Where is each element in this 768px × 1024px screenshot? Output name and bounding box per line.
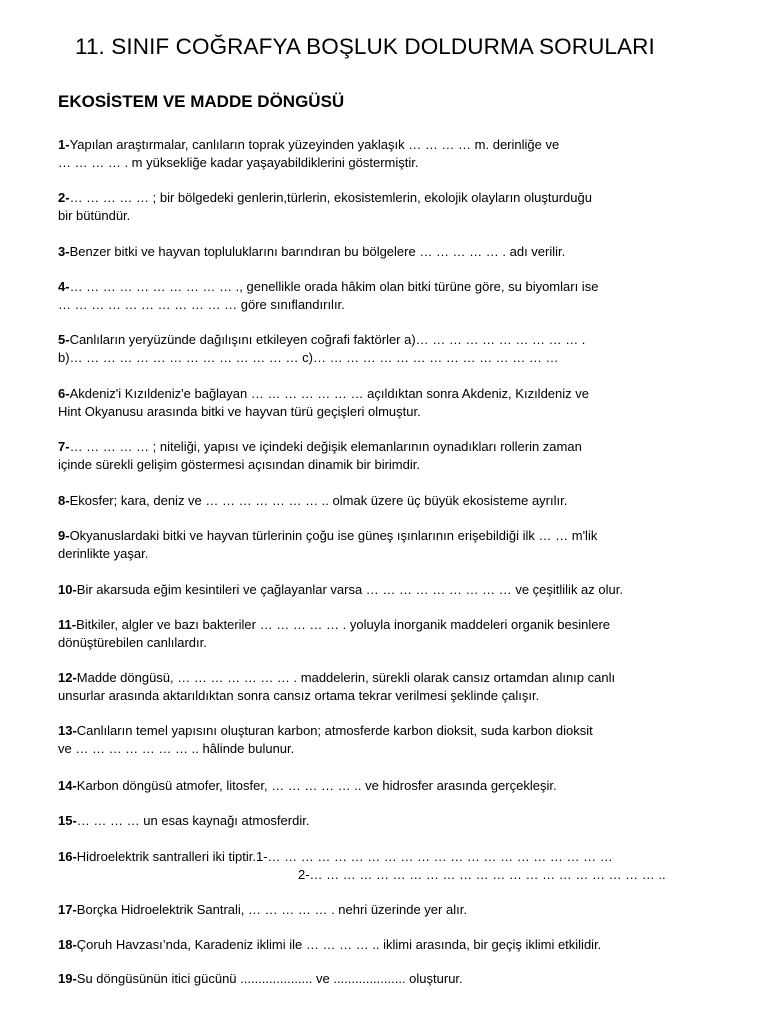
question-number: 3- (58, 244, 70, 259)
question-text: … … … … … … … … … … ., genellikle orada hâkim olan bitki türüne göre, su biyomları ise (69, 279, 599, 294)
question-text: Su döngüsünün itici gücünü .................... ve .................... oluşturur. (76, 971, 463, 986)
question-2 (58, 189, 708, 225)
question-number: 8- (58, 493, 70, 508)
question-text-continued: 2-… … … … … … … … … … … … … … … … … … … … … .. (298, 867, 666, 882)
question-text: Yapılan araştırmalar, canlıların toprak yüzeyinden yaklaşık … … … … m. derinliğe ve (69, 137, 560, 152)
question-3 (58, 243, 708, 261)
question-text-continued: b)… … … … … … … … … … … … … … c)… … … … … … … … … … … … … … … (58, 350, 559, 365)
page-title: 11. SINIF COĞRAFYA BOŞLUK DOLDURMA SORULARI (75, 34, 655, 59)
question-text-continued: bir bütündür. (58, 208, 131, 223)
question-10 (58, 581, 708, 599)
question-number: 15- (58, 813, 77, 828)
question-text-continued: Hint Okyanusu arasında bitki ve hayvan türü geçişleri olmuştur. (58, 404, 421, 419)
question-text-continued: unsurlar arasında aktarıldıktan sonra cansız ortama tekrar verilmesi şeklinde çalışır. (58, 688, 540, 703)
question-text-continued: derinlikte yaşar. (58, 546, 149, 561)
question-number: 18- (58, 937, 77, 952)
question-19 (58, 970, 708, 988)
question-text-continued: … … … … . m yüksekliğe kadar yaşayabildiklerini göstermiştir. (58, 155, 419, 170)
question-13 (58, 722, 708, 758)
question-text: Bitkiler, algler ve bazı bakteriler … … … … … . yoluyla inorganik maddeleri organik besinlere (76, 617, 611, 632)
question-text: … … … … … ; bir bölgedeki genlerin,türlerin, ekosistemlerin, ekolojik olayların oluşturduğu (69, 190, 592, 205)
question-text: Borçka Hidroelektrik Santrali, … … … … … . nehri üzerinde yer alır. (76, 902, 467, 917)
question-text: Canlıların yeryüzünde dağılışını etkileyen coğrafi faktörler a)… … … … … … … … … … . (69, 332, 586, 347)
question-number: 16- (58, 849, 77, 864)
question-text-continued: … … … … … … … … … … … göre sınıflandırılır. (58, 297, 345, 312)
question-text-continued: ve … … … … … … … .. hâlinde bulunur. (58, 741, 295, 756)
question-text: Madde döngüsü, … … … … … … … . maddelerin, sürekli olarak cansız ortamdan alınıp canlı (76, 670, 616, 685)
question-number: 10- (58, 582, 77, 597)
question-number: 9- (58, 528, 70, 543)
question-text: Bir akarsuda eğim kesintileri ve çağlayanlar varsa … … … … … … … … … ve çeşitlilik az olur. (76, 582, 623, 597)
question-number: 5- (58, 332, 70, 347)
question-8 (58, 492, 708, 510)
question-text: Benzer bitki ve hayvan topluluklarını barındıran bu bölgelere … … … … … . adı verilir. (69, 244, 566, 259)
question-text: Okyanuslardaki bitki ve hayvan türlerinin çoğu ise güneş ışınlarının erişebildiği ilk … … m'lik (69, 528, 598, 543)
question-text-continued: dönüştürebilen canlılardır. (58, 635, 207, 650)
question-11 (58, 616, 708, 652)
question-number: 7- (58, 439, 70, 454)
question-12 (58, 669, 708, 705)
question-text: Canlıların temel yapısını oluşturan karbon; atmosferde karbon dioksit, suda karbon dioksit (76, 723, 593, 738)
question-5 (58, 331, 708, 367)
section-title: EKOSİSTEM VE MADDE DÖNGÜSÜ (58, 92, 345, 111)
question-text: Hidroelektrik santralleri iki tiptir.1-… … … … … … … … … … … … … … … … … … … … … (76, 849, 613, 864)
question-number: 13- (58, 723, 77, 738)
question-4 (58, 278, 708, 314)
question-text: Çoruh Havzası’nda, Karadeniz iklimi ile … … … … .. iklimi arasında, bir geçiş iklimi etkilidir. (76, 937, 602, 952)
question-number: 4- (58, 279, 70, 294)
question-text: … … … … … ; niteliği, yapısı ve içindeki değişik elemanlarının oynadıkları rollerin zaman (69, 439, 582, 454)
question-6 (58, 385, 708, 421)
question-18 (58, 936, 708, 954)
question-text: Ekosfer; kara, deniz ve … … … … … … … .. olmak üzere üç büyük ekosisteme ayrılır. (69, 493, 568, 508)
question-text: Karbon döngüsü atmofer, litosfer, … … … … … .. ve hidrosfer arasında gerçekleşir. (76, 778, 557, 793)
question-number: 17- (58, 902, 77, 917)
question-number: 12- (58, 670, 77, 685)
question-text: Akdeniz'i Kızıldeniz'e bağlayan … … … … … … … açıldıktan sonra Akdeniz, Kızıldeniz ve (69, 386, 589, 401)
question-15 (58, 812, 708, 830)
question-number: 14- (58, 778, 77, 793)
question-number: 1- (58, 137, 70, 152)
question-9 (58, 527, 708, 563)
question-text: … … … … un esas kaynağı atmosferdir. (76, 813, 310, 828)
question-16 (58, 848, 708, 884)
question-number: 19- (58, 971, 77, 986)
question-number: 6- (58, 386, 70, 401)
question-17 (58, 901, 708, 919)
question-number: 2- (58, 190, 70, 205)
question-1 (58, 136, 708, 172)
question-text-continued: içinde sürekli gelişim göstermesi açısından dinamik bir birimdir. (58, 457, 420, 472)
question-number: 11- (58, 617, 77, 632)
question-7 (58, 438, 708, 474)
question-14 (58, 777, 708, 795)
